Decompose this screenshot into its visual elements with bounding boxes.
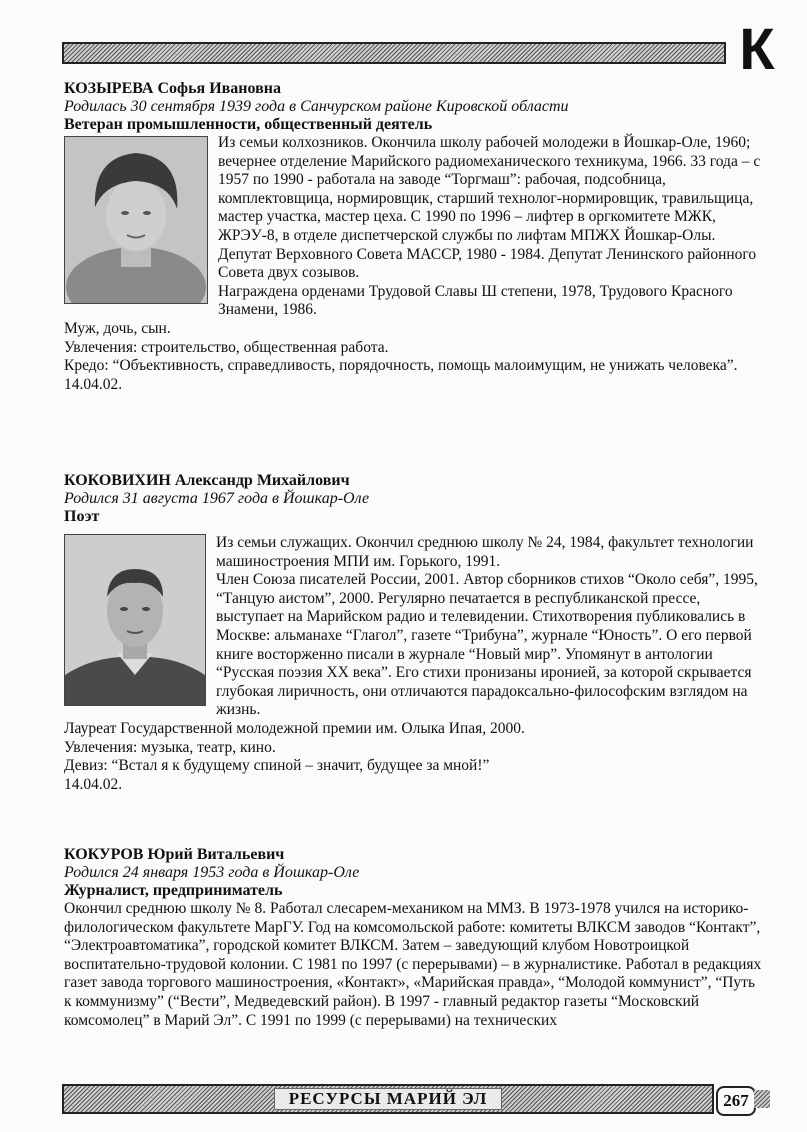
- footer-band-end: [754, 1090, 770, 1108]
- person-name: КОКУРОВ Юрий Витальевич: [64, 846, 285, 863]
- biography-entry: [64, 846, 764, 1030]
- hobbies-text: Увлечения: музыка, театр, кино.: [64, 738, 276, 756]
- biography-text: Окончил среднюю школу № 8. Работал слесарем-механиком на ММЗ. В 1973-1978 учился на историко-филологическом факультете МарГУ. Год на комсомольской работе: комитеты ВЛКСМ заводов “Контакт”, “Электроавтоматика”, городской комитет ВЛКСМ. Затем – заведующий клубом Новотроицкой воспитательно-трудовой колонии. С 1981 по 1997 (с перерывами) – в журналистике. Работал в редакциях газет завода торгового машиностроения, «Контакт», «Марийская правда», “Молодой коммунист”, “Путь к коммунизму” (“Вести”, Медведевский район). В 1997 - главный редактор газеты “Московский комсомолец” в Марий Эл”. С 1991 по 1999 (с перерывами) на технических: [64, 900, 762, 1029]
- biography-text: Награждена орденами Трудовой Славы Ш степени, 1978, Трудового Красного Знамени, 1986.: [218, 282, 733, 319]
- portrait-man-icon: [64, 534, 206, 706]
- biography-entry: [64, 472, 764, 794]
- biography-text: Член Союза писателей России, 2001. Автор сборников стихов “Около себя”, 1995, “Танцую аистом”, 2000. Регулярно печатается в республиканской прессе, выступает на Марийском радио и телевидении. Стихотворения публиковались в Москве: альманахе “Глагол”, газете “Трибуна”, журнале “Юность”. О его первой книге восторженно писали в журнале “Новый мир”. Упомянут в антологии “Русская поэзия ХХ века”. Его стихи пронизаны иронией, за которой скрывается глубокая лиричность, они отличаются парадоксально-философским взглядом на жизнь.: [216, 571, 758, 719]
- biography-text: Из семьи служащих. Окончил среднюю школу № 24, 1984, факультет технологии машиностроения МПИ им. Горького, 1991.: [216, 534, 754, 570]
- person-role: Поэт: [64, 508, 100, 525]
- person-name: КОЗЫРЕВА Софья Ивановна: [64, 80, 281, 97]
- birth-info: Родился 31 августа 1967 года в Йошкар-Оле: [64, 490, 370, 507]
- birth-info: Родилась 30 сентября 1939 года в Санчурском районе Кировской области: [64, 98, 569, 115]
- hobbies-text: Увлечения: строительство, общественная работа.: [64, 338, 389, 356]
- person-role: Журналист, предприниматель: [64, 882, 283, 899]
- person-name: КОКОВИХИН Александр Михайлович: [64, 472, 350, 489]
- section-letter: К: [739, 17, 775, 82]
- entry-date: 14.04.02.: [64, 375, 123, 393]
- award-text: Лауреат Государственной молодежной премии им. Олыка Ипая, 2000.: [64, 719, 525, 737]
- biography-entry: [64, 80, 764, 394]
- footer-title: РЕСУРСЫ МАРИЙ ЭЛ: [274, 1088, 503, 1110]
- person-role: Ветеран промышленности, общественный деятель: [64, 116, 433, 133]
- biography-text: Из семьи колхозников. Окончила школу рабочей молодежи в Йошкар-Оле, 1960; вечернее отделение Марийского радиомеханического техникума, 1966. 33 года – с 1957 по 1990 - работала на заводе “Торгмаш”: рабочая, подсобница, комплектовщица, нормировщик, старший технолог-нормировщик, травильщица, мастер участка, мастер цеха. С 1990 по 1996 – лифтер в оргкомитете МЖК, ЖРЭУ-8, в отделе диспетчерской службы по лифтам МПЖХ Йошкар-Олы. Депутат Верховного Совета МАССР, 1980 - 1984. Депутат Ленинского районного Совета двух созывов.: [218, 134, 761, 282]
- portrait-woman-icon: [64, 136, 208, 304]
- page-number: 267: [716, 1086, 756, 1116]
- entry-date: 14.04.02.: [64, 775, 123, 793]
- birth-info: Родился 24 января 1953 года в Йошкар-Оле: [64, 864, 360, 881]
- footer-band: [62, 1084, 714, 1114]
- family-text: Муж, дочь, сын.: [64, 319, 171, 337]
- credo-text: Кредо: “Объективность, справедливость, порядочность, помощь малоимущим, не унижать человека”.: [64, 357, 738, 375]
- motto-text: Девиз: “Встал я к будущему спиной – значит, будущее за мной!”: [64, 757, 490, 775]
- header-band: [62, 42, 726, 64]
